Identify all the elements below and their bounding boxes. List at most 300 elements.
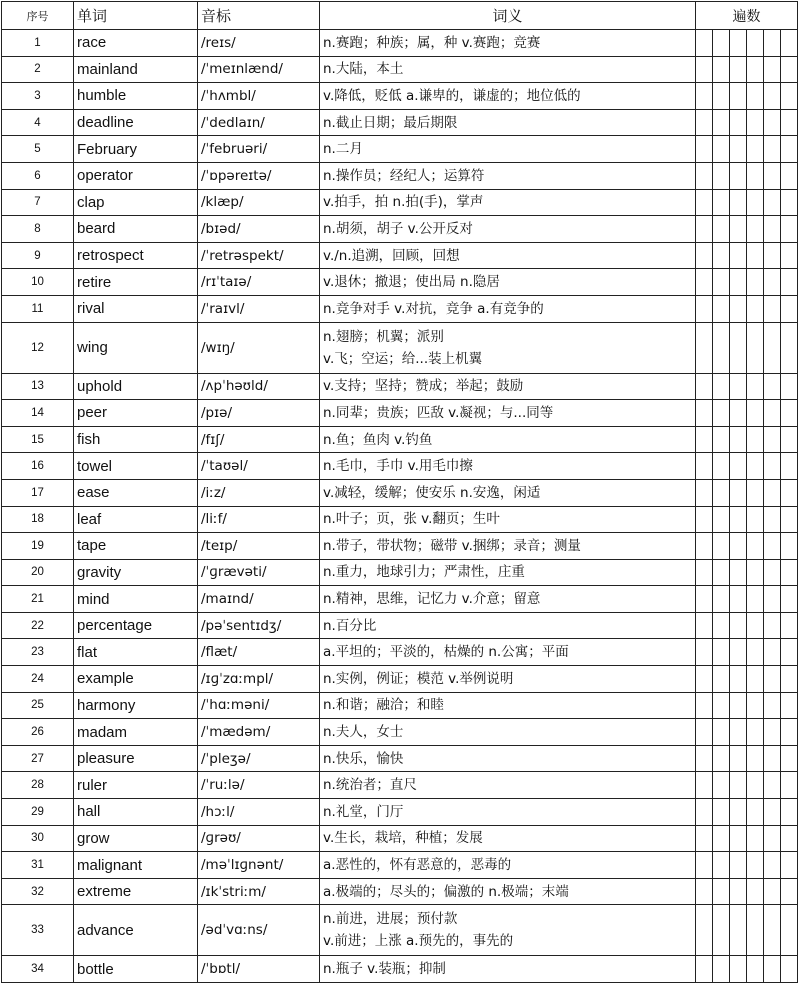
phonetic-cell: /fɪʃ/ [198, 426, 320, 453]
review-checkbox-cell[interactable] [747, 479, 764, 506]
review-checkbox-cell[interactable] [730, 426, 747, 453]
meaning-line: n.二月 [323, 141, 363, 158]
review-checkbox-cell[interactable] [713, 109, 730, 136]
review-checkbox-cell[interactable] [747, 322, 764, 373]
review-checkbox-cell[interactable] [730, 719, 747, 746]
review-checkbox-cell[interactable] [696, 56, 713, 83]
review-checkbox-cell[interactable] [747, 83, 764, 110]
review-checkbox-cell[interactable] [730, 479, 747, 506]
review-checkbox-cell[interactable] [747, 242, 764, 269]
review-checkbox-cell[interactable] [730, 852, 747, 879]
review-checkbox-cell[interactable] [781, 56, 798, 83]
phonetic-cell: /ˈtaʊəl/ [198, 453, 320, 480]
review-checkbox-cell[interactable] [730, 506, 747, 533]
review-checkbox-cell[interactable] [781, 772, 798, 799]
meaning-cell [320, 612, 696, 639]
word-cell: extreme [74, 878, 198, 905]
review-checkbox-cell[interactable] [764, 400, 781, 427]
word-cell: pleasure [74, 745, 198, 772]
review-checkbox-cell[interactable] [764, 373, 781, 400]
review-checkbox-cell[interactable] [781, 322, 798, 373]
meaning-line: v./n.追溯，回顾，回想 [323, 247, 460, 264]
review-checkbox-cell[interactable] [747, 745, 764, 772]
review-checkbox-cell[interactable] [781, 905, 798, 956]
row-number: 32 [2, 878, 74, 905]
review-checkbox-cell[interactable] [730, 639, 747, 666]
review-checkbox-cell[interactable] [696, 825, 713, 852]
word-cell: percentage [74, 612, 198, 639]
review-checkbox-cell[interactable] [730, 322, 747, 373]
review-checkbox-cell[interactable] [781, 639, 798, 666]
word-cell: example [74, 666, 198, 693]
review-checkbox-cell[interactable] [696, 799, 713, 826]
review-checkbox-cell[interactable] [764, 905, 781, 956]
review-checkbox-cell[interactable] [696, 30, 713, 57]
word-cell: race [74, 30, 198, 57]
review-checkbox-cell[interactable] [713, 852, 730, 879]
review-checkbox-cell[interactable] [781, 242, 798, 269]
review-checkbox-cell[interactable] [747, 956, 764, 983]
meaning-line: n.夫人，女士 [323, 724, 404, 741]
review-checkbox-cell[interactable] [713, 692, 730, 719]
review-checkbox-cell[interactable] [730, 745, 747, 772]
review-checkbox-cell[interactable] [781, 295, 798, 322]
word-cell: fish [74, 426, 198, 453]
review-checkbox-cell[interactable] [781, 83, 798, 110]
row-number: 4 [2, 109, 74, 136]
review-checkbox-cell[interactable] [747, 878, 764, 905]
review-checkbox-cell[interactable] [764, 109, 781, 136]
review-checkbox-cell[interactable] [781, 216, 798, 243]
review-checkbox-cell[interactable] [713, 295, 730, 322]
review-checkbox-cell[interactable] [764, 559, 781, 586]
meaning-cell [320, 905, 696, 956]
review-checkbox-cell[interactable] [747, 692, 764, 719]
review-checkbox-cell[interactable] [747, 559, 764, 586]
review-checkbox-cell[interactable] [781, 852, 798, 879]
row-number: 11 [2, 295, 74, 322]
review-checkbox-cell[interactable] [781, 719, 798, 746]
review-checkbox-cell[interactable] [713, 772, 730, 799]
table-row [2, 666, 798, 693]
table-row [2, 373, 798, 400]
review-checkbox-cell[interactable] [781, 30, 798, 57]
review-checkbox-cell[interactable] [764, 136, 781, 163]
review-checkbox-cell[interactable] [781, 799, 798, 826]
table-row [2, 799, 798, 826]
review-checkbox-cell[interactable] [781, 479, 798, 506]
meaning-line: a.平坦的；平淡的，枯燥的 n.公寓；平面 [323, 644, 569, 661]
meaning-cell [320, 189, 696, 216]
review-checkbox-cell[interactable] [747, 639, 764, 666]
review-checkbox-cell[interactable] [781, 136, 798, 163]
review-checkbox-cell[interactable] [696, 269, 713, 296]
review-checkbox-cell[interactable] [713, 162, 730, 189]
review-checkbox-cell[interactable] [713, 30, 730, 57]
review-checkbox-cell[interactable] [713, 799, 730, 826]
review-checkbox-cell[interactable] [730, 956, 747, 983]
review-checkbox-cell[interactable] [713, 878, 730, 905]
meaning-cell [320, 852, 696, 879]
review-checkbox-cell[interactable] [730, 136, 747, 163]
review-checkbox-cell[interactable] [696, 109, 713, 136]
word-cell: beard [74, 216, 198, 243]
meaning-cell [320, 216, 696, 243]
review-checkbox-cell[interactable] [764, 216, 781, 243]
review-checkbox-cell[interactable] [713, 905, 730, 956]
review-checkbox-cell[interactable] [730, 533, 747, 560]
review-checkbox-cell[interactable] [781, 586, 798, 613]
review-checkbox-cell[interactable] [781, 506, 798, 533]
review-checkbox-cell[interactable] [747, 719, 764, 746]
review-checkbox-cell[interactable] [747, 56, 764, 83]
table-row [2, 453, 798, 480]
review-checkbox-cell[interactable] [747, 109, 764, 136]
review-checkbox-cell[interactable] [730, 269, 747, 296]
review-checkbox-cell[interactable] [696, 322, 713, 373]
review-checkbox-cell[interactable] [764, 639, 781, 666]
meaning-cell [320, 400, 696, 427]
review-checkbox-cell[interactable] [696, 189, 713, 216]
review-checkbox-cell[interactable] [696, 559, 713, 586]
review-checkbox-cell[interactable] [747, 189, 764, 216]
row-number: 31 [2, 852, 74, 879]
meaning-cell [320, 825, 696, 852]
meaning-line: n.赛跑；种族；属，种 v.赛跑；竞赛 [323, 34, 541, 51]
phonetic-cell: /ˈɒpəreɪtə/ [198, 162, 320, 189]
review-checkbox-cell[interactable] [730, 216, 747, 243]
meaning-line: v.前进；上涨 a.预先的，事先的 [323, 933, 514, 950]
review-checkbox-cell[interactable] [730, 373, 747, 400]
meaning-line: n.礼堂，门厅 [323, 803, 404, 820]
review-checkbox-cell[interactable] [713, 242, 730, 269]
row-number: 23 [2, 639, 74, 666]
row-number: 24 [2, 666, 74, 693]
review-checkbox-cell[interactable] [730, 612, 747, 639]
review-checkbox-cell[interactable] [713, 506, 730, 533]
review-checkbox-cell[interactable] [713, 400, 730, 427]
review-checkbox-cell[interactable] [713, 533, 730, 560]
review-checkbox-cell[interactable] [713, 479, 730, 506]
word-cell: mainland [74, 56, 198, 83]
review-checkbox-cell[interactable] [696, 136, 713, 163]
row-number: 29 [2, 799, 74, 826]
review-checkbox-cell[interactable] [713, 136, 730, 163]
review-checkbox-cell[interactable] [730, 242, 747, 269]
review-checkbox-cell[interactable] [781, 825, 798, 852]
review-checkbox-cell[interactable] [764, 453, 781, 480]
review-checkbox-cell[interactable] [730, 825, 747, 852]
review-checkbox-cell[interactable] [764, 878, 781, 905]
row-number: 18 [2, 506, 74, 533]
review-checkbox-cell[interactable] [747, 905, 764, 956]
review-checkbox-cell[interactable] [764, 852, 781, 879]
review-checkbox-cell[interactable] [730, 83, 747, 110]
review-checkbox-cell[interactable] [713, 586, 730, 613]
review-checkbox-cell[interactable] [713, 745, 730, 772]
review-checkbox-cell[interactable] [696, 83, 713, 110]
review-checkbox-cell[interactable] [747, 269, 764, 296]
meaning-line: n.精神，思维，记忆力 v.介意；留意 [323, 591, 541, 608]
row-number: 14 [2, 400, 74, 427]
review-checkbox-cell[interactable] [730, 878, 747, 905]
vocabulary-sheet [1, 1, 797, 985]
row-number: 13 [2, 373, 74, 400]
review-checkbox-cell[interactable] [713, 216, 730, 243]
row-number: 16 [2, 453, 74, 480]
review-checkbox-cell[interactable] [747, 825, 764, 852]
review-checkbox-cell[interactable] [696, 400, 713, 427]
review-checkbox-cell[interactable] [730, 30, 747, 57]
table-row [2, 242, 798, 269]
review-checkbox-cell[interactable] [747, 612, 764, 639]
review-checkbox-cell[interactable] [747, 586, 764, 613]
review-checkbox-cell[interactable] [713, 269, 730, 296]
word-cell: ruler [74, 772, 198, 799]
review-checkbox-cell[interactable] [747, 162, 764, 189]
meaning-cell [320, 162, 696, 189]
meaning-cell [320, 799, 696, 826]
phonetic-cell: /liːf/ [198, 506, 320, 533]
review-checkbox-cell[interactable] [764, 30, 781, 57]
meaning-cell [320, 426, 696, 453]
word-cell: hall [74, 799, 198, 826]
review-checkbox-cell[interactable] [713, 612, 730, 639]
table-row [2, 745, 798, 772]
review-checkbox-cell[interactable] [696, 162, 713, 189]
row-number: 20 [2, 559, 74, 586]
review-checkbox-cell[interactable] [696, 216, 713, 243]
review-checkbox-cell[interactable] [781, 612, 798, 639]
review-checkbox-cell[interactable] [747, 136, 764, 163]
review-checkbox-cell[interactable] [764, 83, 781, 110]
word-cell: mind [74, 586, 198, 613]
review-checkbox-cell[interactable] [764, 295, 781, 322]
review-checkbox-cell[interactable] [747, 216, 764, 243]
table-row [2, 216, 798, 243]
review-checkbox-cell[interactable] [764, 586, 781, 613]
word-cell: ease [74, 479, 198, 506]
review-checkbox-cell[interactable] [764, 612, 781, 639]
review-checkbox-cell[interactable] [764, 162, 781, 189]
review-checkbox-cell[interactable] [781, 453, 798, 480]
meaning-cell [320, 878, 696, 905]
row-number: 17 [2, 479, 74, 506]
review-checkbox-cell[interactable] [747, 426, 764, 453]
review-checkbox-cell[interactable] [730, 905, 747, 956]
meaning-line: n.统治者；直尺 [323, 777, 417, 794]
review-checkbox-cell[interactable] [696, 242, 713, 269]
meaning-cell [320, 453, 696, 480]
review-checkbox-cell[interactable] [764, 956, 781, 983]
review-checkbox-cell[interactable] [781, 189, 798, 216]
review-checkbox-cell[interactable] [713, 83, 730, 110]
meaning-line: n.竞争对手 v.对抗，竞争 a.有竞争的 [323, 300, 544, 317]
review-checkbox-cell[interactable] [764, 322, 781, 373]
review-checkbox-cell[interactable] [781, 533, 798, 560]
review-checkbox-cell[interactable] [747, 666, 764, 693]
row-number: 10 [2, 269, 74, 296]
review-checkbox-cell[interactable] [696, 745, 713, 772]
phonetic-cell: /maɪnd/ [198, 586, 320, 613]
review-checkbox-cell[interactable] [781, 162, 798, 189]
review-checkbox-cell[interactable] [781, 956, 798, 983]
review-checkbox-cell[interactable] [713, 825, 730, 852]
review-checkbox-cell[interactable] [730, 799, 747, 826]
review-checkbox-cell[interactable] [713, 559, 730, 586]
meaning-line: n.瓶子 v.装瓶；抑制 [323, 961, 446, 978]
table-row [2, 426, 798, 453]
review-checkbox-cell[interactable] [781, 269, 798, 296]
review-checkbox-cell[interactable] [730, 453, 747, 480]
meaning-line: n.操作员；经纪人；运算符 [323, 167, 485, 184]
meaning-cell [320, 373, 696, 400]
table-row [2, 905, 798, 956]
review-checkbox-cell[interactable] [713, 666, 730, 693]
review-checkbox-cell[interactable] [696, 692, 713, 719]
review-checkbox-cell[interactable] [713, 322, 730, 373]
meaning-line: v.降低，贬低 a.谦卑的，谦虚的；地位低的 [323, 87, 581, 104]
review-checkbox-cell[interactable] [747, 772, 764, 799]
review-checkbox-cell[interactable] [781, 666, 798, 693]
review-checkbox-cell[interactable] [747, 852, 764, 879]
review-checkbox-cell[interactable] [730, 772, 747, 799]
review-checkbox-cell[interactable] [696, 586, 713, 613]
word-cell: wing [74, 322, 198, 373]
phonetic-cell: /reɪs/ [198, 30, 320, 57]
review-checkbox-cell[interactable] [781, 745, 798, 772]
word-cell: madam [74, 719, 198, 746]
meaning-line: n.截止日期；最后期限 [323, 114, 458, 131]
review-checkbox-cell[interactable] [696, 772, 713, 799]
table-row [2, 533, 798, 560]
phonetic-cell: /rɪˈtaɪə/ [198, 269, 320, 296]
review-checkbox-cell[interactable] [781, 559, 798, 586]
meaning-line: v.退休；撤退；使出局 n.隐居 [323, 274, 500, 291]
review-checkbox-cell[interactable] [696, 639, 713, 666]
review-checkbox-cell[interactable] [696, 533, 713, 560]
review-checkbox-cell[interactable] [696, 852, 713, 879]
meaning-line: n.毛巾，手巾 v.用毛巾擦 [323, 458, 473, 475]
meaning-line: v.生长，栽培，种植；发展 [323, 830, 483, 847]
meaning-line: v.支持；坚持；赞成；举起；鼓励 [323, 378, 524, 395]
review-checkbox-cell[interactable] [764, 189, 781, 216]
table-row [2, 612, 798, 639]
meaning-cell [320, 586, 696, 613]
review-checkbox-cell[interactable] [764, 242, 781, 269]
meaning-line: n.带子，带状物；磁带 v.捆绑；录音；测量 [323, 537, 581, 554]
review-checkbox-cell[interactable] [730, 295, 747, 322]
review-checkbox-cell[interactable] [781, 878, 798, 905]
review-checkbox-cell[interactable] [747, 799, 764, 826]
word-cell: flat [74, 639, 198, 666]
review-checkbox-cell[interactable] [781, 426, 798, 453]
review-checkbox-cell[interactable] [730, 692, 747, 719]
review-checkbox-cell[interactable] [696, 453, 713, 480]
review-checkbox-cell[interactable] [764, 825, 781, 852]
review-checkbox-cell[interactable] [764, 745, 781, 772]
review-checkbox-cell[interactable] [713, 426, 730, 453]
review-checkbox-cell[interactable] [764, 269, 781, 296]
review-checkbox-cell[interactable] [696, 479, 713, 506]
review-checkbox-cell[interactable] [764, 799, 781, 826]
review-checkbox-cell[interactable] [713, 956, 730, 983]
review-checkbox-cell[interactable] [696, 719, 713, 746]
review-checkbox-cell[interactable] [713, 56, 730, 83]
table-row [2, 719, 798, 746]
word-cell: uphold [74, 373, 198, 400]
review-checkbox-cell[interactable] [781, 400, 798, 427]
word-cell: rival [74, 295, 198, 322]
review-checkbox-cell[interactable] [747, 30, 764, 57]
review-checkbox-cell[interactable] [696, 506, 713, 533]
review-checkbox-cell[interactable] [764, 692, 781, 719]
meaning-cell [320, 639, 696, 666]
review-checkbox-cell[interactable] [696, 905, 713, 956]
review-checkbox-cell[interactable] [764, 426, 781, 453]
review-checkbox-cell[interactable] [730, 559, 747, 586]
meaning-line: n.叶子；页，张 v.翻页；生叶 [323, 511, 500, 528]
review-checkbox-cell[interactable] [713, 639, 730, 666]
review-checkbox-cell[interactable] [781, 109, 798, 136]
review-checkbox-cell[interactable] [696, 612, 713, 639]
meaning-cell [320, 956, 696, 983]
phonetic-cell: /iːz/ [198, 479, 320, 506]
review-checkbox-cell[interactable] [764, 56, 781, 83]
review-checkbox-cell[interactable] [764, 719, 781, 746]
phonetic-cell: /ˈruːlə/ [198, 772, 320, 799]
header-review-count: 遍数 [696, 2, 798, 30]
review-checkbox-cell[interactable] [764, 533, 781, 560]
review-checkbox-cell[interactable] [730, 56, 747, 83]
review-checkbox-cell[interactable] [781, 692, 798, 719]
review-checkbox-cell[interactable] [696, 666, 713, 693]
review-checkbox-cell[interactable] [696, 426, 713, 453]
review-checkbox-cell[interactable] [730, 162, 747, 189]
review-checkbox-cell[interactable] [747, 373, 764, 400]
review-checkbox-cell[interactable] [764, 666, 781, 693]
review-checkbox-cell[interactable] [713, 453, 730, 480]
review-checkbox-cell[interactable] [730, 400, 747, 427]
review-checkbox-cell[interactable] [713, 189, 730, 216]
review-checkbox-cell[interactable] [730, 109, 747, 136]
review-checkbox-cell[interactable] [747, 453, 764, 480]
review-checkbox-cell[interactable] [730, 666, 747, 693]
review-checkbox-cell[interactable] [747, 295, 764, 322]
review-checkbox-cell[interactable] [696, 956, 713, 983]
word-cell: malignant [74, 852, 198, 879]
phonetic-cell: /teɪp/ [198, 533, 320, 560]
review-checkbox-cell[interactable] [696, 878, 713, 905]
review-checkbox-cell[interactable] [730, 189, 747, 216]
review-checkbox-cell[interactable] [764, 506, 781, 533]
review-checkbox-cell[interactable] [696, 295, 713, 322]
review-checkbox-cell[interactable] [764, 772, 781, 799]
review-checkbox-cell[interactable] [764, 479, 781, 506]
review-checkbox-cell[interactable] [747, 400, 764, 427]
table-row [2, 956, 798, 983]
meaning-cell [320, 533, 696, 560]
review-checkbox-cell[interactable] [713, 719, 730, 746]
review-checkbox-cell[interactable] [713, 373, 730, 400]
review-checkbox-cell[interactable] [747, 533, 764, 560]
review-checkbox-cell[interactable] [747, 506, 764, 533]
word-cell: deadline [74, 109, 198, 136]
review-checkbox-cell[interactable] [781, 373, 798, 400]
review-checkbox-cell[interactable] [696, 373, 713, 400]
review-checkbox-cell[interactable] [730, 586, 747, 613]
row-number: 34 [2, 956, 74, 983]
